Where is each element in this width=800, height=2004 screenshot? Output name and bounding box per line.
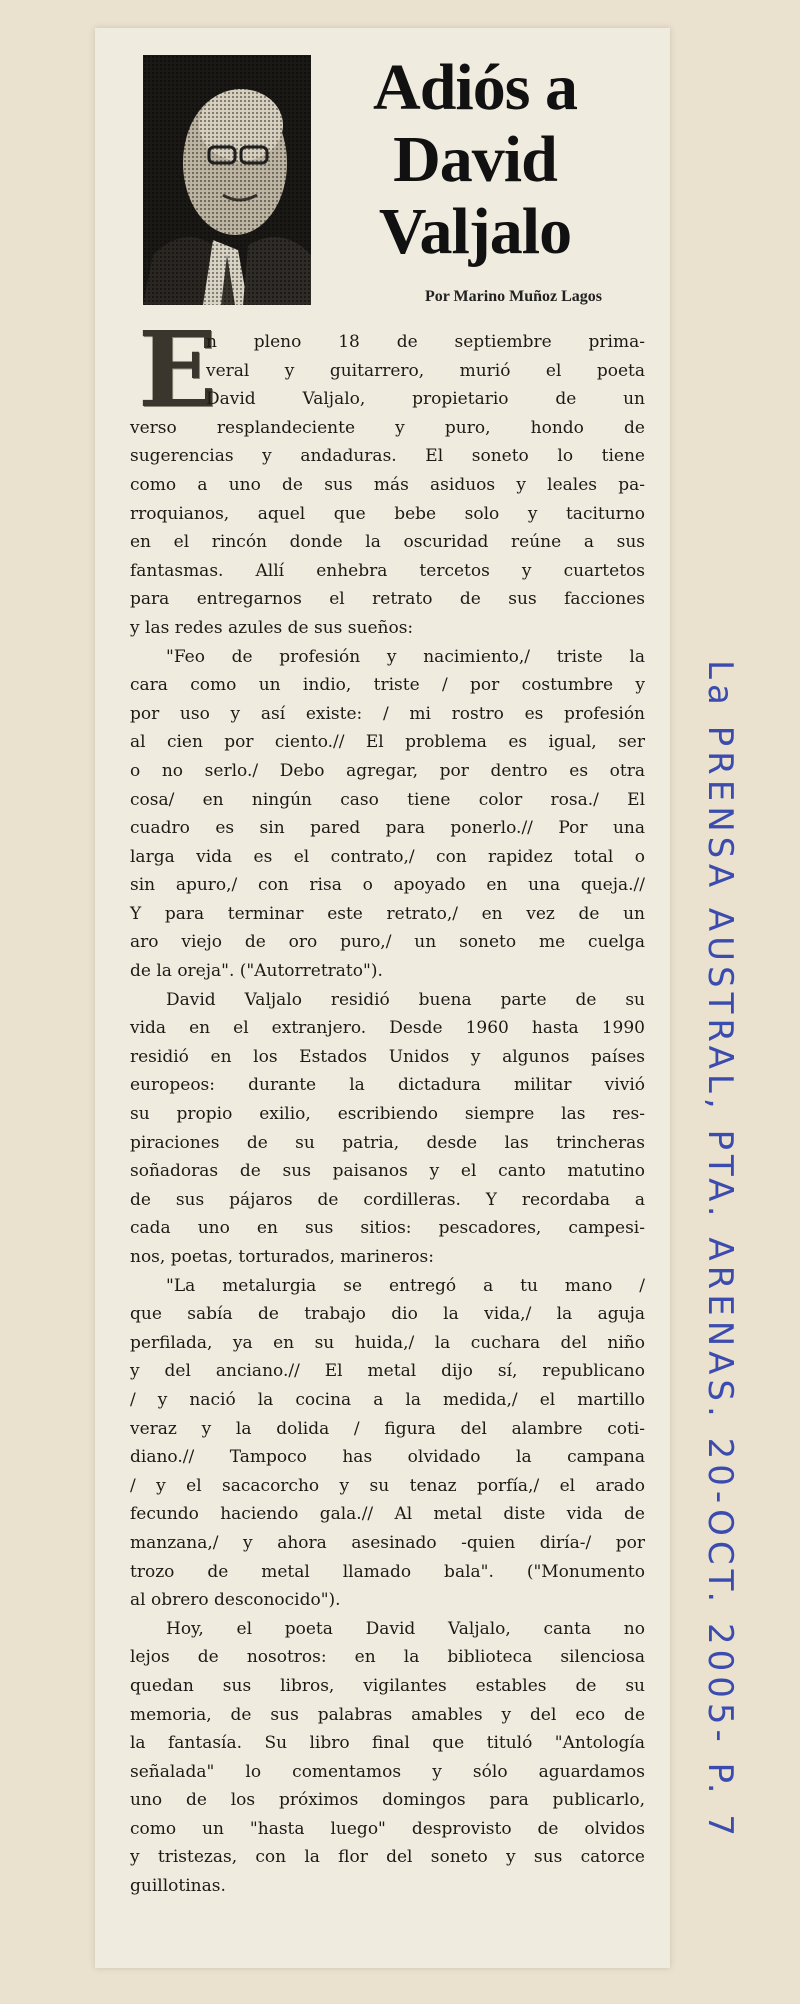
paragraph-line: cada uno en sus sitios: pescadores, campesi-	[130, 1218, 645, 1239]
paragraph-line: quedan sus libros, vigilantes estables de su	[130, 1675, 645, 1696]
paragraph-line: verso resplandeciente y puro, hondo de	[130, 417, 645, 438]
poem-quote-line: cosa/ en ningún caso tiene color rosa./ El	[130, 789, 645, 810]
poem-quote-line: que sabía de trabajo dio la vida,/ la aguja	[130, 1304, 645, 1325]
poem-quote-line: por uso y así existe: / mi rostro es profesión	[130, 703, 645, 724]
poem-quote-line: "Feo de profesión y nacimiento,/ triste la	[166, 646, 645, 667]
paragraph-line: su propio exilio, escribiendo siempre las res-	[130, 1104, 645, 1125]
author-portrait-photo	[143, 55, 311, 305]
paragraph-line: para entregarnos el retrato de sus facciones	[130, 589, 645, 610]
paragraph-line: David Valjalo residió buena parte de su	[166, 989, 645, 1010]
paragraph-line: nos, poetas, torturados, marineros:	[130, 1247, 434, 1267]
paragraph-line: vida en el extranjero. Desde 1960 hasta 1990	[130, 1018, 645, 1039]
paragraph-line: n pleno 18 de septiembre prima-	[206, 332, 645, 352]
poem-quote-line: / y nació la cocina a la medida,/ el martillo	[130, 1389, 645, 1410]
paragraph-line: veral y guitarrero, murió el poeta	[206, 360, 645, 381]
paragraph-line: señalada" lo comentamos y sólo aguardamos	[130, 1761, 645, 1782]
paragraph-line: piraciones de su patria, desde las trincheras	[130, 1132, 645, 1153]
poem-quote-line: y del anciano.// El metal dijo sí, republicano	[130, 1361, 645, 1382]
paragraph-line: David Valjalo, propietario de un	[206, 389, 645, 410]
poem-quote-line: veraz y la dolida / figura del alambre coti-	[130, 1418, 645, 1439]
poem-quote-line: Y para terminar este retrato,/ en vez de un	[130, 903, 645, 924]
paragraph-line: guillotinas.	[130, 1876, 226, 1897]
poem-quote-line: / y el sacacorcho y su tenaz porfía,/ el arado	[130, 1475, 645, 1496]
paragraph-line: y las redes azules de sus sueños:	[130, 617, 414, 638]
paragraph-line: rroquianos, aquel que bebe solo y taciturno	[130, 503, 645, 524]
paragraph-line: residió en los Estados Unidos y algunos países	[130, 1046, 645, 1067]
paragraph-line: soñadoras de sus paisanos y el canto matutino	[130, 1161, 645, 1182]
paragraph-line: de sus pájaros de cordilleras. Y recordaba a	[130, 1189, 645, 1210]
paragraph-line: uno de los próximos domingos para publicarlo,	[130, 1790, 645, 1811]
poem-quote-line: trozo de metal llamado bala". ("Monumento	[130, 1561, 645, 1582]
poem-quote-line: de la oreja". ("Autorretrato").	[130, 961, 383, 982]
poem-quote-line: larga vida es el contrato,/ con rapidez total o	[130, 846, 645, 867]
poem-quote-line: al obrero desconocido").	[130, 1590, 341, 1611]
paragraph-line: fantasmas. Allí enhebra tercetos y cuartetos	[130, 560, 645, 581]
poem-quote-line: sin apuro,/ con risa o apoyado en una queja.//	[130, 875, 645, 896]
article-body	[130, 328, 645, 1901]
byline: Por Marino Muñoz Lagos	[424, 288, 602, 305]
paragraph-line: europeos: durante la dictadura militar vivió	[130, 1075, 645, 1096]
paragraph-line: memoria, de sus palabras amables y del eco de	[130, 1704, 645, 1725]
drop-cap: E	[138, 308, 218, 431]
paragraph-line: y tristezas, con la flor del soneto y sus catorce	[130, 1847, 645, 1868]
headline-line: Valjalo	[378, 195, 572, 268]
headline-line: Adiós a	[373, 51, 577, 124]
poem-quote-line: manzana,/ y ahora asesinado -quien diría-/ por	[130, 1532, 645, 1553]
poem-quote-line: cuadro es sin pared para ponerlo.// Por una	[130, 818, 645, 839]
handwritten-source-note: La PRENSA AUSTRAL, PTA. ARENAS. 20-OCT. 2005- P. 7	[700, 660, 740, 1842]
paragraph-line: Hoy, el poeta David Valjalo, canta no	[166, 1618, 645, 1639]
paragraph-line: en el rincón donde la oscuridad reúne a sus	[130, 532, 645, 553]
paragraph-line: lejos de nosotros: en la biblioteca silenciosa	[130, 1647, 645, 1668]
poem-quote-line: fecundo haciendo gala.// Al metal diste vida de	[130, 1504, 645, 1525]
paragraph-line: como a uno de sus más asiduos y leales pa-	[130, 474, 645, 495]
paragraph-line: la fantasía. Su libro final que tituló "Antología	[130, 1733, 645, 1754]
poem-quote-line: "La metalurgia se entregó a tu mano /	[166, 1275, 645, 1296]
paragraph-line: como un "hasta luego" desprovisto de olvidos	[130, 1818, 645, 1839]
poem-quote-line: al cien por ciento.// El problema es igual, ser	[130, 732, 645, 753]
poem-quote-line: o no serlo./ Debo agregar, por dentro es otra	[130, 760, 645, 781]
headline-line: David	[393, 123, 557, 196]
poem-quote-line: aro viejo de oro puro,/ un soneto me cuelga	[130, 932, 645, 953]
poem-quote-line: perfilada, ya en su huida,/ la cuchara del niño	[130, 1332, 645, 1353]
poem-quote-line: diano.// Tampoco has olvidado la campana	[130, 1447, 645, 1468]
headline	[330, 52, 620, 268]
paragraph-line: sugerencias y andaduras. El soneto lo tiene	[130, 446, 645, 467]
poem-quote-line: cara como un indio, triste / por costumbre y	[130, 675, 645, 696]
